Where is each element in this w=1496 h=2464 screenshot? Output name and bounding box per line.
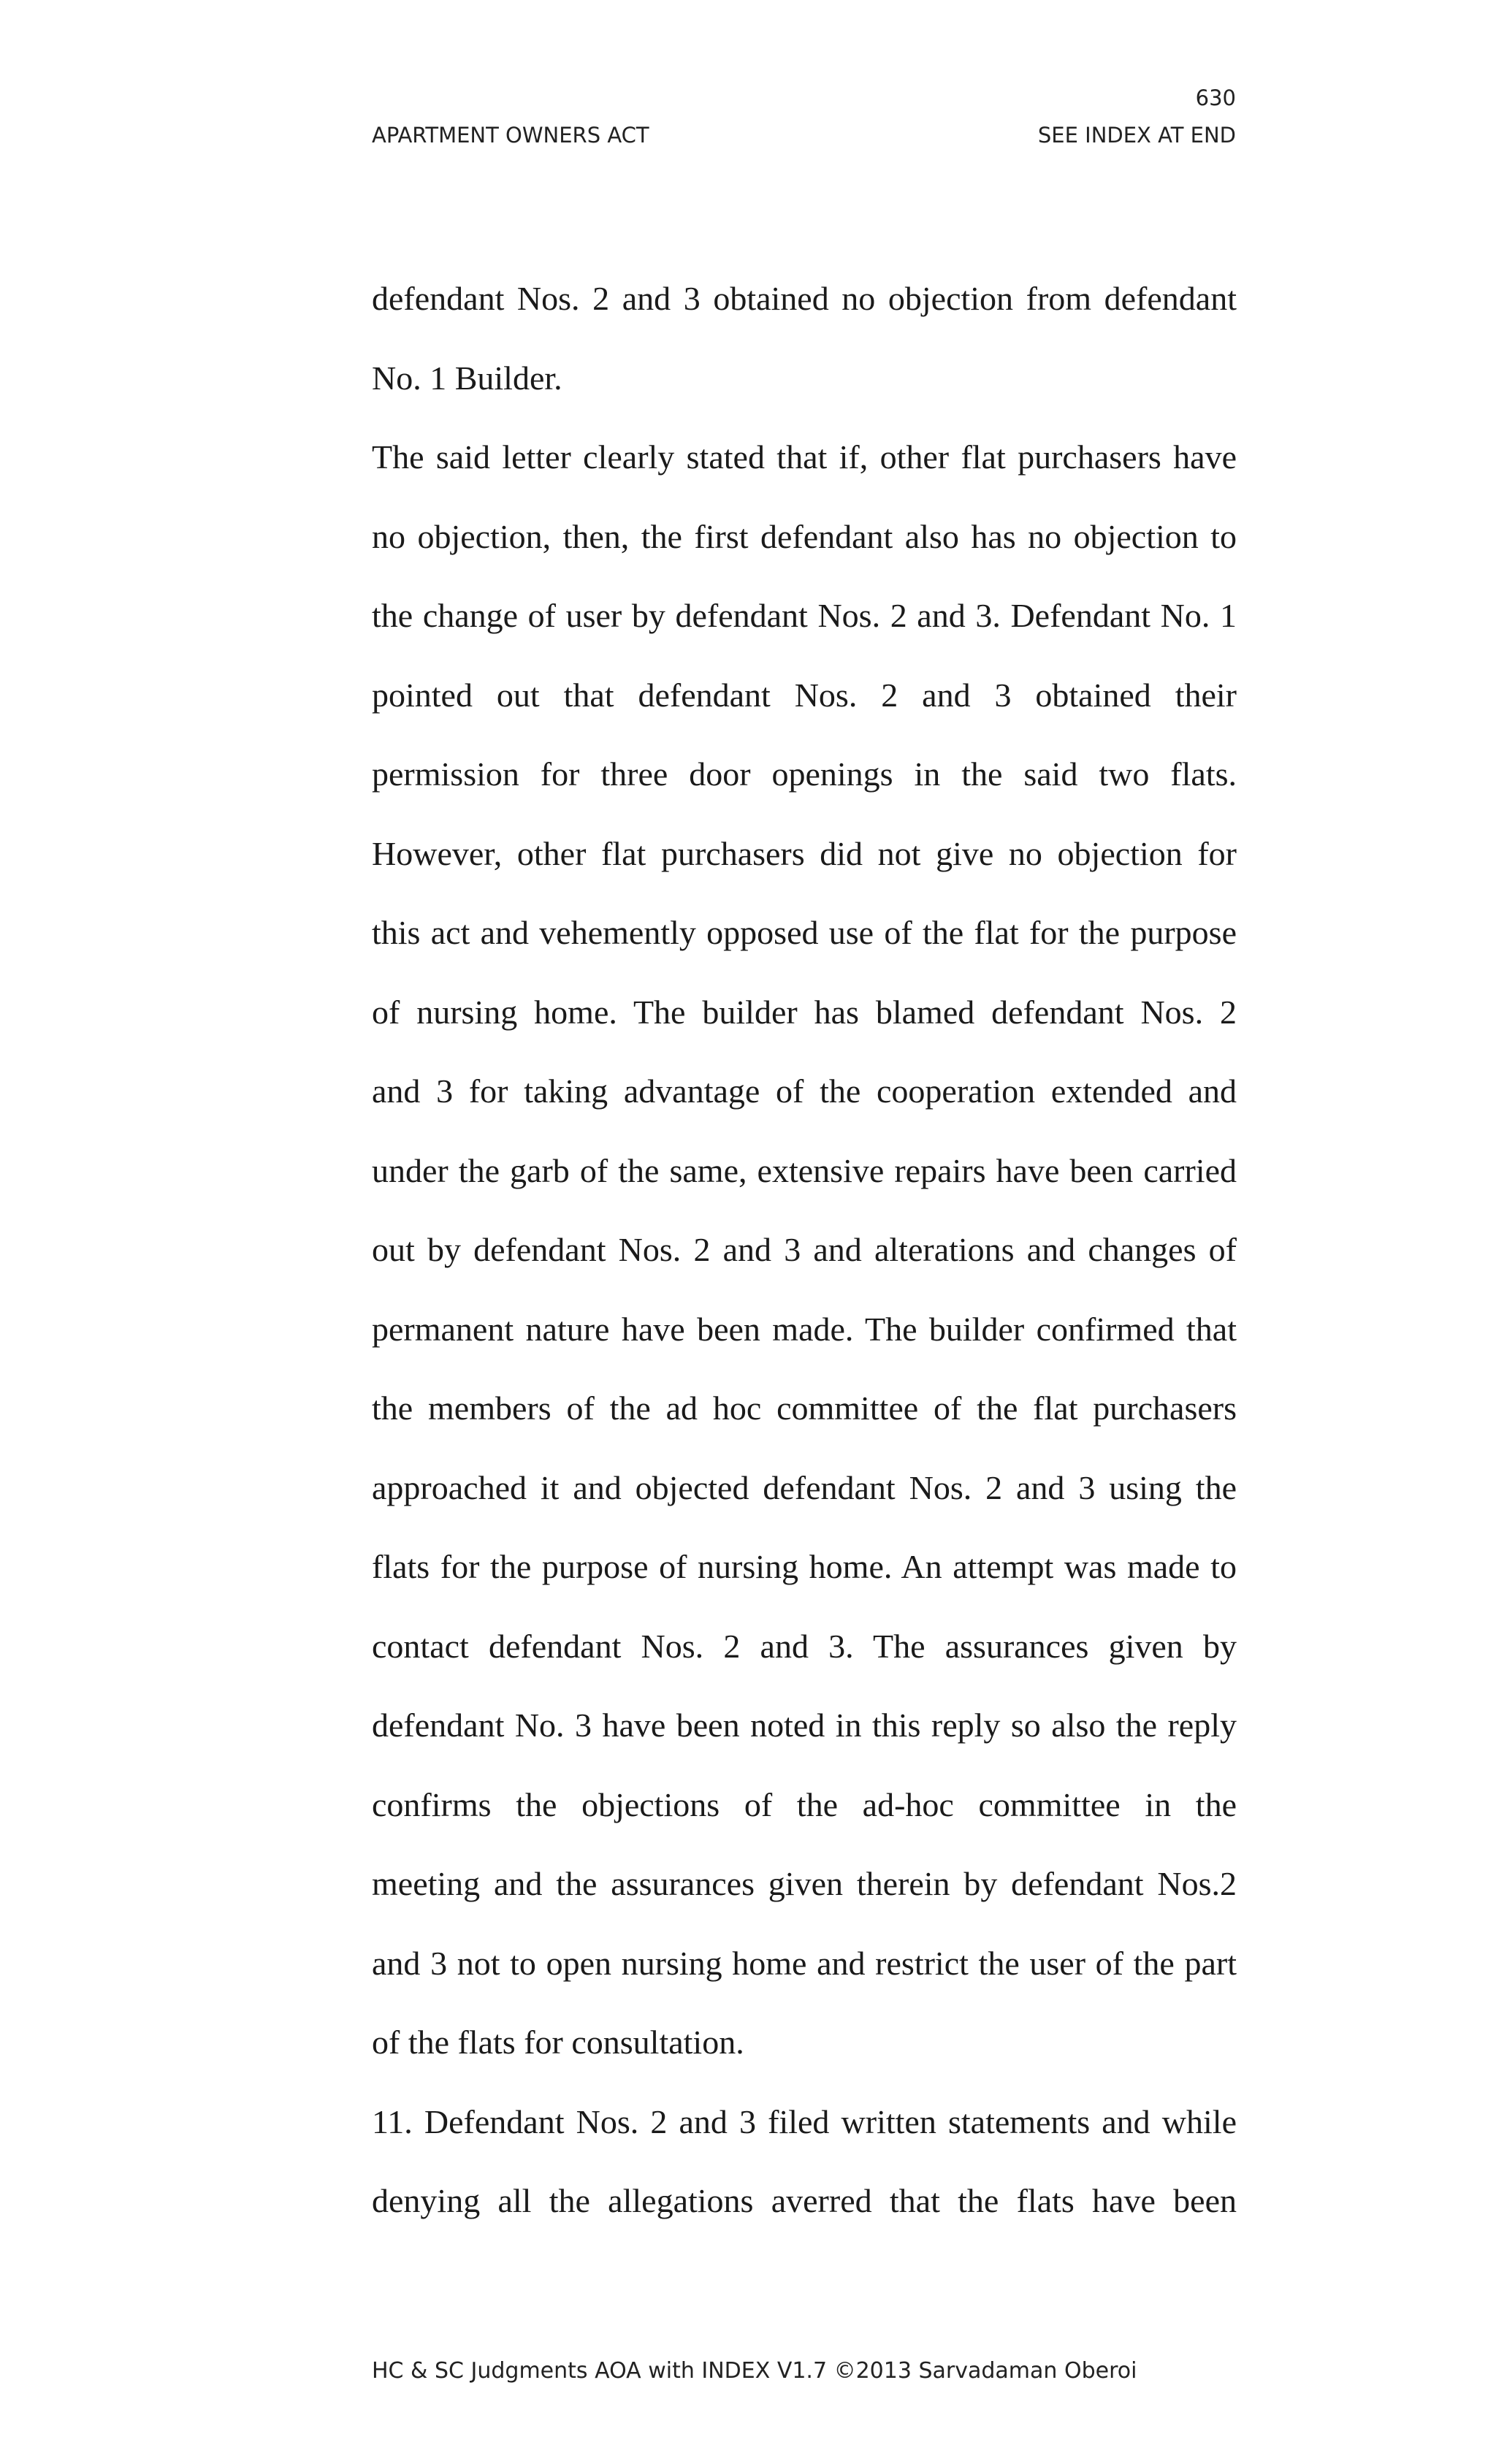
text-line: and 3 not to open nursing home and restrict the user of the part <box>372 1944 1237 1982</box>
text-line: defendant Nos. 2 and 3 obtained no objection from defendant <box>372 280 1237 317</box>
text-line: flats for the purpose of nursing home. An attempt was made to <box>372 1548 1237 1585</box>
text-line: No. 1 Builder. <box>372 359 562 397</box>
text-line: permission for three door openings in the said two flats. <box>372 755 1237 793</box>
text-line: the members of the ad hoc committee of the flat purchasers <box>372 1389 1237 1427</box>
text-line: However, other flat purchasers did not give no objection for <box>372 834 1237 872</box>
text-line: confirms the objections of the ad-hoc committee in the <box>372 1785 1237 1823</box>
text-line: this act and vehemently opposed use of the flat for the purpose <box>372 914 1237 951</box>
text-line: denying all the allegations averred that the flats have been <box>372 2182 1237 2219</box>
running-header-index-note: SEE INDEX AT END <box>1037 123 1236 148</box>
text-line: approached it and objected defendant Nos. 2 and 3 using the <box>372 1468 1237 1506</box>
text-line: the change of user by defendant Nos. 2 and 3. Defendant No. 1 <box>372 597 1237 634</box>
text-line: defendant No. 3 have been noted in this reply so also the reply <box>372 1706 1237 1744</box>
judgment-body-text <box>372 259 1237 2241</box>
text-line: out by defendant Nos. 2 and 3 and alterations and changes of <box>372 1231 1237 1268</box>
text-line: permanent nature have been made. The builder confirmed that <box>372 1310 1237 1348</box>
text-line: contact defendant Nos. 2 and 3. The assurances given by <box>372 1627 1237 1665</box>
text-line: under the garb of the same, extensive repairs have been carried <box>372 1151 1237 1189</box>
text-line: The said letter clearly stated that if, other flat purchasers have <box>372 438 1237 476</box>
text-line: 11. Defendant Nos. 2 and 3 filed written statements and while <box>372 2102 1237 2140</box>
page-number: 630 <box>1195 85 1236 110</box>
text-line: of the flats for consultation. <box>372 2024 744 2061</box>
running-header-title: APARTMENT OWNERS ACT <box>372 123 649 148</box>
text-line: meeting and the assurances given therein by defendant Nos.2 <box>372 1865 1237 1902</box>
text-line: pointed out that defendant Nos. 2 and 3 obtained their <box>372 676 1237 714</box>
text-line: no objection, then, the first defendant also has no objection to <box>372 517 1237 555</box>
page-footer: HC & SC Judgments AOA with INDEX V1.7 ©2013 Sarvadaman Oberoi <box>372 2358 1137 2384</box>
text-line: and 3 for taking advantage of the cooperation extended and <box>372 1072 1237 1110</box>
text-line: of nursing home. The builder has blamed defendant Nos. 2 <box>372 993 1237 1031</box>
